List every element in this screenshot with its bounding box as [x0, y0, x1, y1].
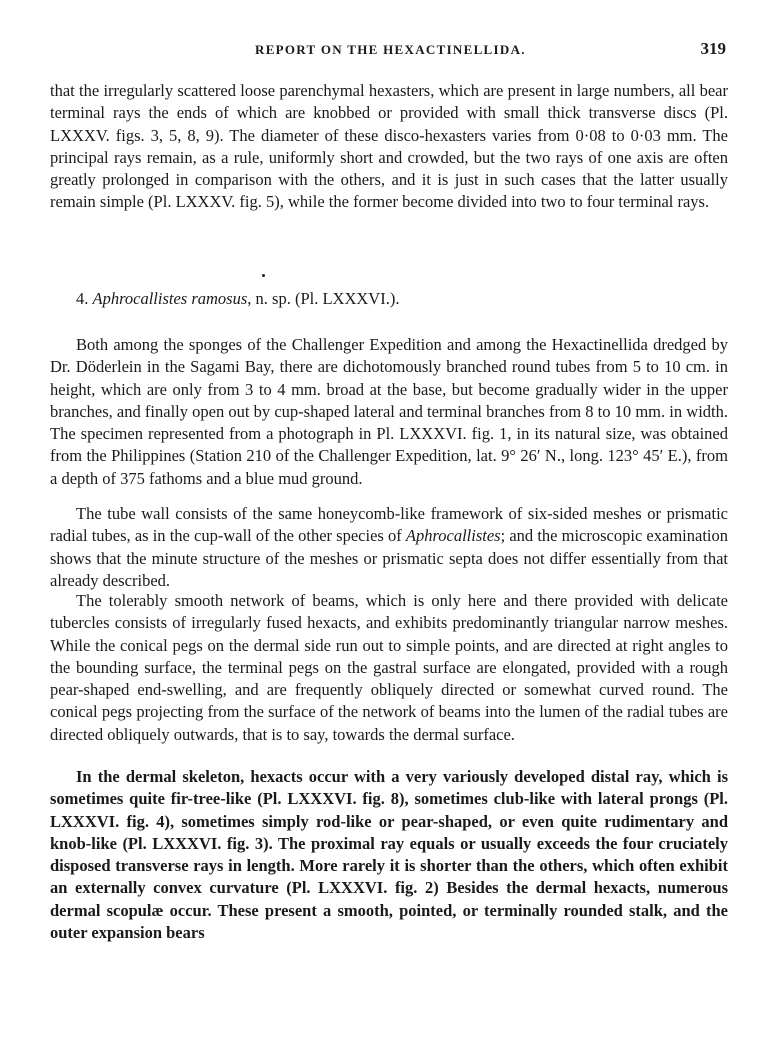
paragraph-2: Both among the sponges of the Challenger Expedition and among the Hexactinellida dredged by Dr. Döderlein in the Sagami Bay, there are dichotomously branched round tubes from 5 to 10 cm. in height, which are only from 3 to 4 mm. broad at the base, but become gradually wider in the upper branches, and finally open out by cup-shaped lateral and terminal branches from 8 to 10 mm. in width. The specimen represented from a photograph in Pl. LXXXVI. fig. 1, in its natural size, was obtained from the Philippines (Station 210 of the Challenger Expedition, lat. 9° 26′ N., long. 123° 45′ E.), from a depth of 375 fathoms and a blue mud ground.: [50, 335, 728, 488]
paragraph-3-start: The tube wall consists of the same honeycomb-like framework of six-sided meshes or prismatic radial tubes, as in the cup-wall of the other species of: [50, 504, 728, 546]
species-name: Aphrocallistes ramosus: [92, 289, 248, 308]
paragraph-5: In the dermal skeleton, hexacts occur with a very variously developed distal ray, which is sometimes quite fir-tree-like (Pl. LXXXVI. fig. 8), sometimes club-like with lateral prongs (Pl. LXXXVI. fig. 4), sometimes simply rod-like or pear-shaped, or even quite rudimentary and knob-like (Pl. LXXXVI. fig. 3). The proximal ray equals or usually exceeds the four cruciately disposed transverse rays in length. More rarely it is shorter than the others, which often exhibit an externally convex curvature (Pl. LXXXVI. fig. 2) Besides the dermal hexacts, numerous dermal scopulæ occur. These present a smooth, pointed, or terminally rounded stalk, and the outer expansion bears: [50, 767, 728, 943]
page-number: 319: [700, 39, 726, 58]
paragraph-3: [50, 503, 728, 592]
paragraph-3-end: ; and the microscopic examination shows that the minute structure of the meshes or prismatic septa does not differ essentially from that already described.: [50, 526, 728, 590]
section-heading: [76, 289, 399, 309]
paragraph-1: that the irregularly scattered loose parenchymal hexasters, which are present in large numbers, all bear terminal rays the ends of which are knobbed or provided with small thick transverse discs (Pl. LXXXV. figs. 3, 5, 8, 9). The diameter of these disco-hexasters varies from 0·08 to 0·03 mm. The principal rays remain, as a rule, uniformly short and crowded, but the two rays of one axis are often greatly prolonged in comparison with the others, and it is just in such cases that the latter usually remain simple (Pl. LXXXV. fig. 5), while the former become divided into two to four terminal rays.: [50, 81, 728, 212]
paragraph-4: The tolerably smooth network of beams, which is only here and there provided with delicate tubercles consists of irregularly fused hexacts, and exhibits predominantly triangular narrow meshes. While the conical pegs on the dermal side run out to simple points, and are directed at right angles to the bounding surface, the terminal pegs on the gastral surface are elongated, provided with a rough pear-shaped end-swelling, and are frequently obliquely directed or somewhat curved round. The conical pegs projecting from the surface of the network of beams into the lumen of the radial tubes are directed obliquely outwards, that is to say, towards the dermal surface.: [50, 591, 728, 744]
running-title: REPORT ON THE HEXACTINELLIDA.: [255, 42, 526, 57]
species-note: , n. sp. (Pl. LXXXVI.).: [247, 289, 400, 308]
section-number: 4.: [76, 289, 89, 308]
ink-speck: [262, 274, 265, 277]
genus-name: Aphrocallistes: [405, 526, 501, 546]
running-header: [0, 39, 776, 64]
